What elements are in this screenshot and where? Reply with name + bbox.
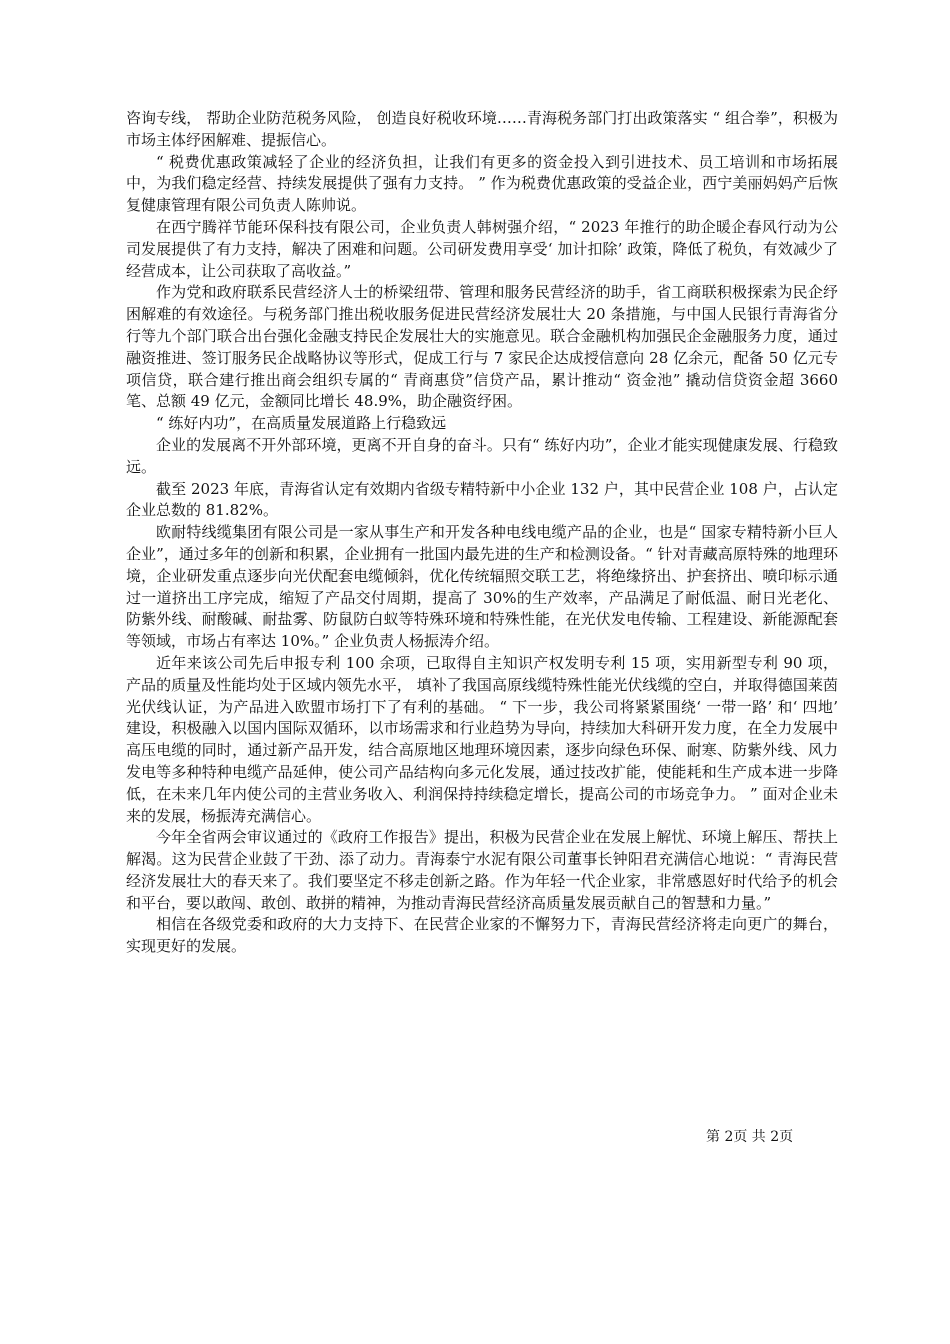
paragraph: 相信在各级党委和政府的大力支持下、在民营企业家的不懈努力下，青海民营经济将走向更广的舞台，实现更好的发展。 <box>126 915 838 956</box>
paragraph: “ 税费优惠政策减轻了企业的经济负担，让我们有更多的资金投入到引进技术、员工培训和市场拓展中，为我们稳定经营、持续发展提供了强有力支持。 ” 作为税费优惠政策的受益企业，西宁美丽妈妈产后恢复健康管理有限公司负责人陈帅说。 <box>126 152 838 215</box>
page-number-footer: 第 2页 共 2页 <box>706 1129 794 1145</box>
paragraph: 在西宁腾祥节能环保科技有限公司，企业负责人韩树强介绍，“ 2023 年推行的助企暖企春风行动为公司发展提供了有力支持，解决了困难和问题。公司研发费用享受‘ 加计扣除’ 政策，降低了税负，有效减少了经营成本，让公司获取了高收益。” <box>126 217 838 280</box>
paragraph: 截至 2023 年底，青海省认定有效期内省级专精特新中小企业 132 户，其中民营企业 108 户，占认定企业总数的 81.82%。 <box>126 479 838 520</box>
paragraph: 企业的发展离不开外部环境，更离不开自身的奋斗。只有“ 练好内功”，企业才能实现健康发展、行稳致远。 <box>126 435 838 476</box>
section-heading: “ 练好内功”，在高质量发展道路上行稳致远 <box>156 414 447 433</box>
paragraph: 今年全省两会审议通过的《政府工作报告》提出，积极为民营企业在发展上解忧、环境上解压、帮扶上解渴。这为民营企业鼓了干劲、添了动力。青海泰宁水泥有限公司董事长钟阳君充满信心地说：“ 青海民营经济发展壮大的春天来了。我们要坚定不移走创新之路。作为年轻一代企业家，非常感恩好时代给予的机会和平台，要以敢闯、敢创、敢拼的精神，为推动青海民营经济高质量发展贡献自己的智慧和力量。” <box>126 828 838 912</box>
paragraph: 近年来该公司先后申报专利 100 余项，已取得自主知识产权发明专利 15 项，实用新型专利 90 项， 产品的质量及性能均处于区域内领先水平， 填补了我国高原线缆特殊性能光伏线缆的空白，并取得德国莱茵光伏线认证，为产品进入欧盟市场打下了有利的基础。 “ 下一步，我公司将紧紧围绕‘ 一带一路’ 和‘ 四地’ 建设，积极融入以国内国际双循环，以市场需求和行业趋势为导向，持续加大科研开发力度，在全力发展中高压电缆的同时，通过新产品开发，结合高原地区地理环境因素，逐步向绿色环保、耐寒、防紫外线、风力发电等多种特种电缆产品延伸，使公司产品结构向多元化发展，通过技改扩能，使能耗和生产成本进一步降低，在未来几年内使公司的主营业务收入、利润保持持续稳定增长，提高公司的市场竞争力。 ” 面对企业未来的发展，杨振涛充满信心。 <box>126 653 838 825</box>
document-body <box>126 108 838 958</box>
paragraph: 欧耐特线缆集团有限公司是一家从事生产和开发各种电线电缆产品的企业，也是“ 国家专精特新小巨人企业”，通过多年的创新和积累，企业拥有一批国内最先进的生产和检测设备。“ 针对青藏高原特殊的地理环境，企业研发重点逐步向光伏配套电缆倾斜，优化传统辐照交联工艺，将绝缘挤出、护套挤出、喷印标示通过一道挤出工序完成，缩短了产品交付周期，提高了 30%的生产效率，产品满足了耐低温、耐日光老化、防紫外线、耐酸碱、耐盐雾、防鼠防白蚁等特殊环境和特殊性能，在光伏发电传输、工程建设、新能源配套等领域，市场占有率达 10%。” 企业负责人杨振涛介绍。 <box>126 523 838 651</box>
paragraph: 咨询专线， 帮助企业防范税务风险， 创造良好税收环境……青海税务部门打出政策落实 “ 组合拳”，积极为市场主体纾困解难、提振信心。 <box>126 109 838 149</box>
paragraph: 作为党和政府联系民营经济人士的桥梁纽带、管理和服务民营经济的助手，省工商联积极探索为民企纾困解难的有效途径。与税务部门推出税收服务促进民营经济发展壮大 20 条措施，与中国人民银行青海省分行等九个部门联合出台强化金融支持民企发展壮大的实施意见。联合金融机构加强民企金融服务力度，通过融资推进、签订服务民企战略协议等形式，促成工行与 7 家民企达成授信意向 28 亿余元，配备 50 亿元专项信贷，联合建行推出商会组织专属的“ 青商惠贷”信贷产品，累计推动“ 资金池” 撬动信贷资金超 3660 笔、总额 49 亿元，金额同比增长 48.9%，助企融资纾困。 <box>126 283 838 411</box>
